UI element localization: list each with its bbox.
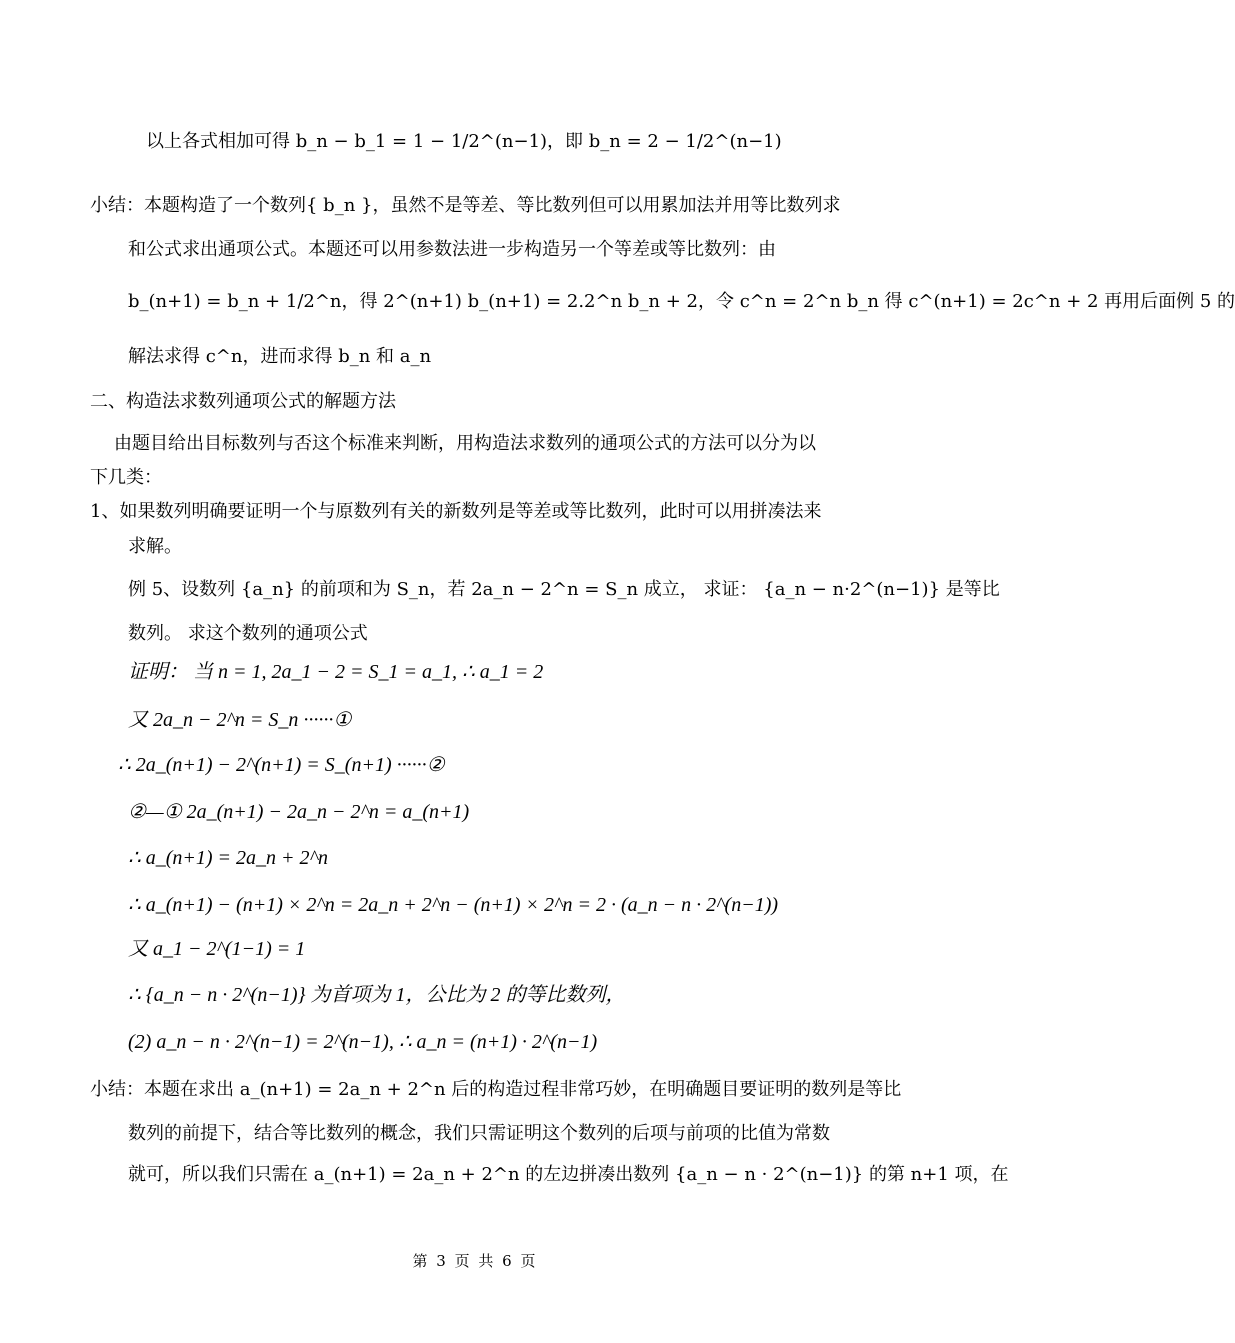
- proof-line: 证明： 当 n = 1, 2a_1 − 2 = S_1 = a_1, ∴ a_1 = 2: [128, 661, 544, 683]
- text-line: 数列的前提下，结合等比数列的概念，我们只需证明这个数列的后项与前项的比值为常数: [128, 1123, 830, 1144]
- text-line: 以上各式相加可得 b_n − b_1 = 1 − 1/2^(n−1)，即 b_n = 2 − 1/2^(n−1): [146, 131, 782, 152]
- numbered-item: 1、如果数列明确要证明一个与原数列有关的新数列是等差或等比数列，此时可以用拼凑法来: [90, 501, 822, 522]
- equation-line: ②—① 2a_(n+1) − 2a_n − 2^n = a_(n+1): [128, 801, 470, 823]
- text-line: 就可，所以我们只需在 a_(n+1) = 2a_n + 2^n 的左边拼凑出数列 {a_n − n · 2^(n−1)} 的第 n+1 项，在: [128, 1164, 1009, 1185]
- equation-line: ∴ {a_n − n · 2^(n−1)} 为首项为 1，公比为 2 的等比数列，: [128, 984, 626, 1006]
- text-line: 数列。 求这个数列的通项公式: [128, 623, 368, 644]
- equation-line: ∴ a_(n+1) = 2a_n + 2^n: [128, 847, 328, 869]
- equation-line: 又 2a_n − 2^n = S_n ······①: [128, 709, 352, 731]
- text-line: 由题目给出目标数列与否这个标准来判断，用构造法求数列的通项公式的方法可以分为以: [114, 433, 816, 454]
- equation-line: (2) a_n − n · 2^(n−1) = 2^(n−1), ∴ a_n = (n+1) · 2^(n−1): [128, 1031, 598, 1053]
- text-line: 和公式求出通项公式。本题还可以用参数法进一步构造另一个等差或等比数列：由: [128, 239, 776, 260]
- text-line: b_(n+1) = b_n + 1/2^n，得 2^(n+1) b_(n+1) = 2.2^n b_n + 2，令 c^n = 2^n b_n 得 c^(n+1) = 2c^n + 2 再用后面例 5 的: [128, 291, 1235, 312]
- text-line: 解法求得 c^n，进而求得 b_n 和 a_n: [128, 346, 432, 367]
- equation-line: 又 a_1 − 2^(1−1) = 1: [128, 938, 306, 960]
- summary-line: 小结：本题在求出 a_(n+1) = 2a_n + 2^n 后的构造过程非常巧妙，在明确题目要证明的数列是等比: [90, 1079, 902, 1100]
- equation-line: ∴ 2a_(n+1) − 2^(n+1) = S_(n+1) ······②: [118, 754, 445, 776]
- equation-line: ∴ a_(n+1) − (n+1) × 2^n = 2a_n + 2^n − (n+1) × 2^n = 2 · (a_n − n · 2^(n−1)): [128, 894, 779, 916]
- page-footer: 第 3 页 共 6 页: [412, 1252, 538, 1270]
- example-line: 例 5、设数列 {a_n} 的前项和为 S_n，若 2a_n − 2^n = S_n 成立， 求证： {a_n − n·2^(n−1)} 是等比: [128, 579, 1000, 600]
- text-line: 下几类：: [90, 467, 162, 488]
- summary-line: 小结：本题构造了一个数列{ b_n }，虽然不是等差、等比数列但可以用累加法并用等比数列求: [90, 195, 841, 216]
- text-line: 求解。: [128, 536, 182, 557]
- section-heading: 二、构造法求数列通项公式的解题方法: [90, 391, 396, 412]
